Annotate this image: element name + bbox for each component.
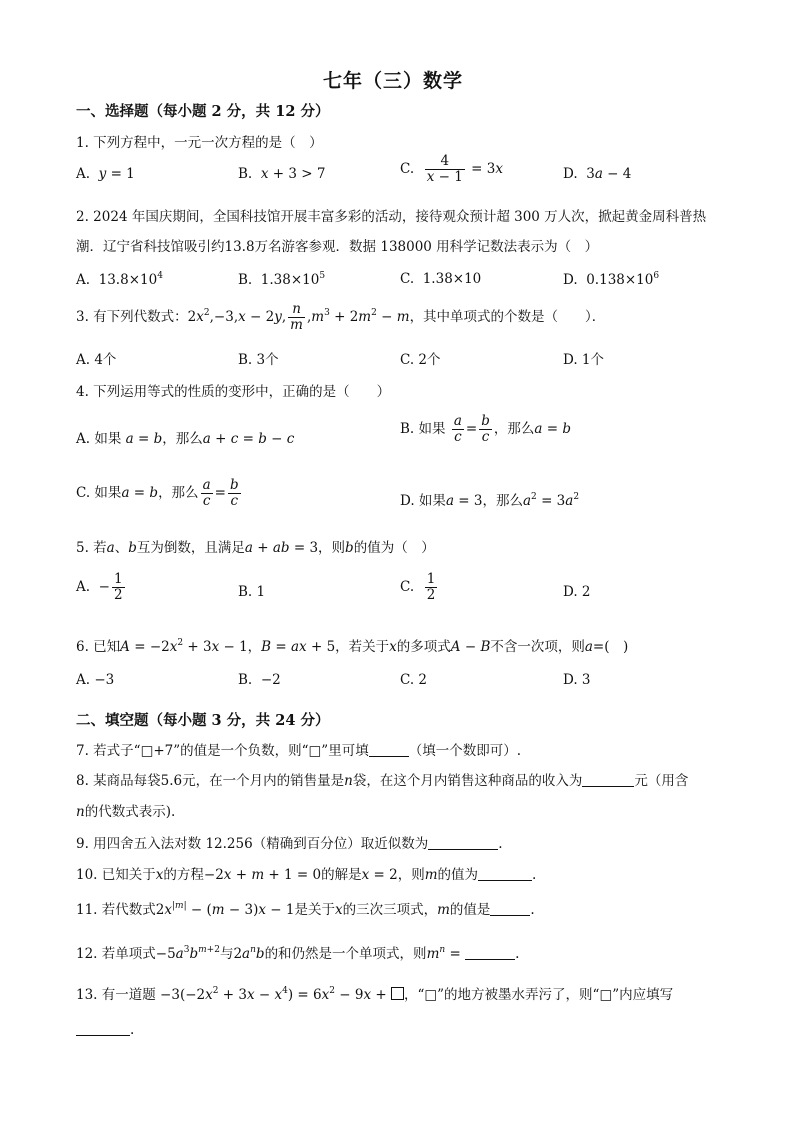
q1-option-d: D. 3a − 4 xyxy=(563,166,632,182)
answer-blank[interactable] xyxy=(478,868,532,881)
q6-option-b: B. −2 xyxy=(238,672,281,688)
question-8-line2: n的代数式表示). xyxy=(76,804,176,820)
q5-option-c: C. $\frac{1}{2}$ xyxy=(400,571,436,603)
question-13: 13. 有一道题 $-3(-2x^2 + 3x - x^4) = 6x^2 - 9x$ + ，“□”的地方被墨水弄污了，则“□”内应填写 xyxy=(76,986,674,1003)
q6-option-d: D. 3 xyxy=(563,672,591,688)
q3-option-d: D. 1个 xyxy=(563,352,605,368)
question-11: 11. 若代数式$2x^{|m|} - (m - 3)x - 1$是关于x的三次三项式，m的值是 . xyxy=(76,901,535,918)
question-7: 7. 若式子“□+7”的值是一个负数，则“□”里可填 （填一个数即可）. xyxy=(76,743,521,759)
q4-option-b: B. 如果 $\frac{a}{c}$ = $\frac{b}{c}$ ，那么a = b xyxy=(400,413,571,445)
answer-blank[interactable] xyxy=(465,947,515,960)
answer-blank[interactable] xyxy=(369,744,409,757)
q2-option-c: C. 1.38×10 xyxy=(400,271,482,287)
q3-option-c: C. 2个 xyxy=(400,352,441,368)
answer-blank[interactable] xyxy=(490,903,530,916)
q5-option-a: A. − $\frac{1}{2}$ xyxy=(76,571,123,603)
question-6-stem: 6. 已知$A = -2x^2 + 3x - 1$，B = ax + 5，若关于x的多项式A − B不含一次项，则a=( ) xyxy=(76,638,629,655)
answer-blank[interactable] xyxy=(428,837,498,850)
question-2-line2: 潮．辽宁省科技馆吸引约13.8万名游客参观．数据 138000 用科学记数法表示为（ ） xyxy=(76,239,599,255)
question-8-line1: 8. 某商品每袋5.6元，在一个月内的销售量是n袋，在这个月内销售这种商品的收入为 元（用含 xyxy=(76,773,689,789)
q4-option-d: D. 如果a = 3，那么$a^2 = 3a^2$ xyxy=(400,492,580,509)
q4-option-c: C. 如果a = b，那么 $\frac{a}{c}$ = $\frac{b}{c}$ xyxy=(76,477,239,509)
question-12: 12. 若单项式$-5a^3b^{m+2}$与$2a^nb$的和仍然是一个单项式，则$m^n$ = . xyxy=(76,945,520,962)
section-heading-choice: 一、选择题（每小题 2 分，共 12 分） xyxy=(76,103,330,120)
question-3-stem: 3. 有下列代数式：$2x^2,-3,x - 2y$, $\frac{n}{m}$ $,m^3 + 2m^2 - m$，其中单项式的个数是（ ）． xyxy=(76,301,606,333)
q1-option-c: C. $\frac{4}{x - 1}$ = 3x xyxy=(400,153,503,185)
question-5-stem: 5. 若a、b互为倒数，且满足a + ab = 3，则b的值为（ ） xyxy=(76,540,435,556)
box-icon xyxy=(391,987,404,1000)
q4-option-a: A. 如果 a = b，那么a + c = b − c xyxy=(76,431,295,447)
question-13-answer-line: . xyxy=(76,1022,134,1038)
question-2-line1: 2. 2024 年国庆期间，全国科技馆开展丰富多彩的活动，接待观众预计超 300 万人次，掀起黄金周科普热 xyxy=(76,209,707,225)
page-title: 七年（三）数学 xyxy=(323,70,464,92)
q6-option-a: A. −3 xyxy=(76,672,115,688)
q2-option-d: D. $0.138\times 10^6$ xyxy=(563,271,660,288)
question-10: 10. 已知关于x的方程−2x + m + 1 = 0的解是x = 2，则m的值为 . xyxy=(76,867,537,883)
q3-option-a: A. 4个 xyxy=(76,352,117,368)
q2-option-b: B. $1.38\times 10^5$ xyxy=(238,271,326,288)
q1-option-a: A. y = 1 xyxy=(76,166,135,182)
question-1-stem: 1. 下列方程中，一元一次方程的是（ ） xyxy=(76,135,323,151)
section-heading-fill-in: 二、填空题（每小题 3 分，共 24 分） xyxy=(76,712,330,729)
question-4-stem: 4. 下列运用等式的性质的变形中，正确的是（ ） xyxy=(76,384,391,400)
q1-option-b: B. x + 3 > 7 xyxy=(238,166,326,182)
answer-blank[interactable] xyxy=(582,774,634,787)
question-9: 9. 用四舍五入法对数 12.256（精确到百分位）取近似数为 . xyxy=(76,836,503,852)
q5-option-b: B. 1 xyxy=(238,584,266,600)
q6-option-c: C. 2 xyxy=(400,672,428,688)
answer-blank[interactable] xyxy=(76,1023,130,1036)
q3-option-b: B. 3个 xyxy=(238,352,279,368)
q2-option-a: A. $13.8\times 10^4$ xyxy=(76,271,163,288)
q5-option-d: D. 2 xyxy=(563,584,591,600)
